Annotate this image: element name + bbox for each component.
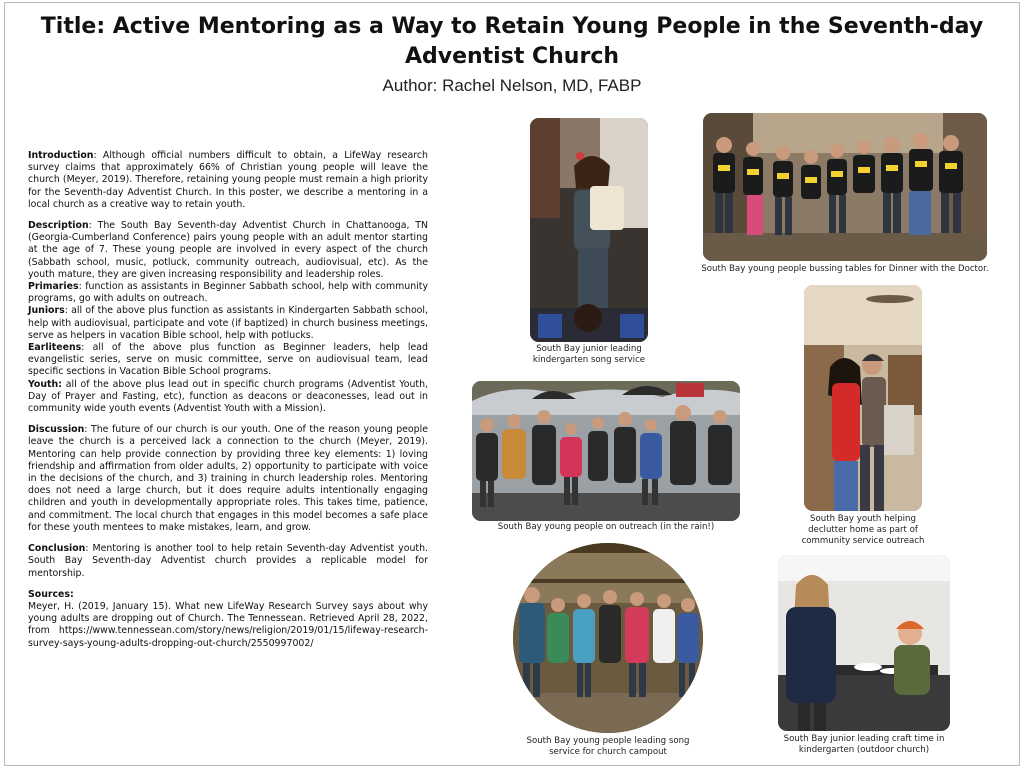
sources-citation: Meyer, H. (2019, January 15). What new LifeWay Research Survey says about why young adults are dropping out of Church. The Tennessean. Retrieved April 28, 2022, from https://www.tennessean.com/story/news/religion/2019/01/15/lifeway-research-survey-says-young-adults-dropping-out-church/2550997002/ — [28, 600, 428, 649]
description-text: : The South Bay Seventh-day Adventist Church in Chattanooga, TN (Georgia-Cumberland Conference) pairs young people with an adult mentor starting at the age of 7. These young people are involved in every aspect of the church (Sabbath school, music, potluck, community outreach, audiovisual, etc). As the youth mature, they are given increasing responsibility and leadership roles. — [28, 220, 428, 280]
poster-title: Title: Active Mentoring as a Way to Retain Young People in the Seventh-day Adventist Church — [40, 14, 984, 69]
photo-outreach-rain — [472, 381, 740, 521]
youth-heading: Youth: — [28, 378, 62, 390]
photo-campout — [513, 543, 703, 733]
primaries-heading: Primaries — [28, 281, 79, 293]
caption-bussing-tables: South Bay young people bussing tables for Dinner with the Doctor. — [701, 264, 989, 274]
photo-song-service — [530, 118, 648, 342]
caption-declutter: South Bay youth helping declutter home as part of community service outreach — [801, 514, 925, 546]
juniors-text: : all of the above plus function as assistants in Kindergarten Sabbath school, help with audiovisual, participate and vote (if baptized) in church business meetings, serve as helpers in vacation Bible school, help with potlucks. — [28, 305, 428, 341]
discussion-paragraph — [28, 424, 428, 534]
discussion-text: : The future of our church is our youth. One of the reason young people leave the church is a perceived lack a connection to the church (Meyer, 2019). Mentoring can help provide connection by providing three key elements: 1) loving friendship and affirmation from older adults, 2) opportunity to participate with voice in the decisions of the church, and 3) training in church leadership roles. Mentoring does not need a large church, but it does require adults intentionally engaging children and youth in developmentally appropriate roles. This takes time, patience, and commitment. The local church that engages in this model becomes a safe place for these youth mentees to make mistakes, learn, and grow. — [28, 424, 428, 533]
juniors-heading: Juniors — [28, 305, 65, 317]
conclusion-heading: Conclusion — [28, 543, 86, 555]
sources-heading: Sources: — [28, 588, 74, 600]
introduction-paragraph — [28, 150, 428, 211]
conclusion-paragraph — [28, 543, 428, 580]
poster-author: Author: Rachel Nelson, MD, FABP — [382, 76, 642, 95]
outreach-rain-image — [472, 381, 740, 521]
earliteens-heading: Earliteens — [28, 342, 82, 354]
song-service-image — [530, 118, 648, 342]
description-heading: Description — [28, 220, 89, 232]
primaries-paragraph — [28, 281, 428, 305]
caption-craft-time: South Bay junior leading craft time in kindergarten (outdoor church) — [783, 734, 945, 755]
earliteens-paragraph — [28, 342, 428, 379]
earliteens-text: : all of the above plus function as Beginner leaders, help lead evangelistic series, serve on music committee, serve on audiovisual team, lead specific sections in Vacation Bible School programs. — [28, 342, 428, 378]
photo-bussing-tables — [703, 113, 987, 261]
declutter-image — [804, 285, 922, 511]
photo-declutter — [804, 285, 922, 511]
caption-campout: South Bay young people leading song service for church campout — [526, 736, 690, 757]
juniors-paragraph — [28, 305, 428, 342]
bussing-tables-image — [703, 113, 987, 261]
text-column — [28, 150, 428, 650]
caption-song-service: South Bay junior leading kindergarten song service — [532, 344, 646, 365]
campout-image — [513, 543, 703, 733]
caption-outreach-rain: South Bay young people on outreach (in the rain!) — [497, 522, 715, 532]
youth-text: all of the above plus lead out in specific church programs (Adventist Youth, Day of Prayer and Fasting, etc), function as deacons or deaconesses, lead out in community wide youth events (Adventist Youth with a Mission). — [28, 378, 428, 415]
discussion-heading: Discussion — [28, 424, 85, 436]
introduction-heading: Introduction — [28, 150, 94, 161]
photo-craft-time — [778, 555, 950, 731]
primaries-text: : function as assistants in Beginner Sabbath school, help with community programs, go with adults on outreach. — [28, 281, 428, 305]
youth-paragraph — [28, 379, 428, 416]
description-paragraph — [28, 220, 428, 281]
conclusion-text: : Mentoring is another tool to help retain Seventh-day Adventist youth. South Bay Seventh-day Adventist church provides a replicable model for mentorship. — [28, 543, 428, 579]
introduction-text: : Although official numbers difficult to obtain, a LifeWay research survey claims that approximately 66% of Christian young people will leave the church (Meyer, 2019). Therefore, retaining young people must remain a high priority for the Seventh-day Adventist Church. In this poster, we describe a mentoring in a local church as a creative way to retain youth. — [28, 150, 428, 210]
sources-heading-line — [28, 589, 428, 601]
craft-time-image — [778, 555, 950, 731]
